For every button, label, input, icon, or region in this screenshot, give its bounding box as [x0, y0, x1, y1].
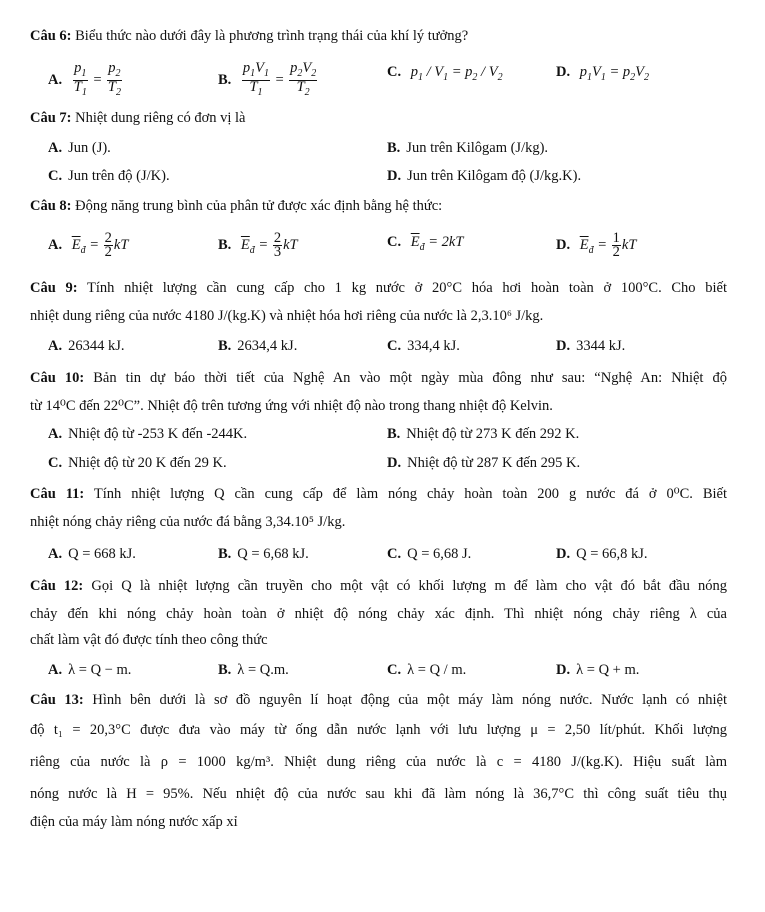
q7-option-c[interactable] [48, 166, 170, 186]
q11-option-d[interactable] [556, 544, 648, 564]
q12-text-2: chảy đến khi nóng chảy hoàn toàn ở nhiệt độ nóng chảy xác định. Thì nhiệt nóng chảy riêng λ của [30, 606, 727, 622]
q11-option-c-text: Q = 6,68 J. [407, 546, 472, 562]
q9-option-d[interactable] [556, 336, 625, 356]
q7-option-a[interactable] [48, 138, 111, 158]
q8-option-b-formula: $\overline{E}_đ$ = $\frac{2}{3}$ kT [240, 230, 298, 260]
q13-stem-line-4 [30, 784, 727, 804]
q11-stem-line-2 [30, 512, 727, 532]
q7-option-c-letter: C. [48, 168, 63, 184]
q8-text: Động năng trung bình của phân tử được xác định bằng hệ thức: [75, 198, 443, 214]
q9-option-a[interactable] [48, 336, 125, 356]
q6-option-b[interactable] [218, 62, 318, 99]
q7-label: Câu 7: [30, 110, 72, 126]
q7-stem [30, 108, 727, 128]
q7-option-b-letter: B. [387, 140, 401, 156]
q13-label: Câu 13: [30, 692, 84, 708]
q10-option-a-text: Nhiệt độ từ -253 K đến -244K. [68, 426, 248, 442]
q12-option-a-letter: A. [48, 662, 63, 678]
q12-option-d-letter: D. [556, 662, 571, 678]
q13-stem-line-5 [30, 812, 727, 832]
q9-option-a-text: 26344 kJ. [68, 338, 125, 354]
q10-option-a-letter: A. [48, 426, 63, 442]
q9-text-1: Tính nhiệt lượng cần cung cấp cho 1 kg nước ở 20°C hóa hơi hoàn toàn ở 100°C. Cho biết [87, 280, 727, 296]
q12-option-d-text: λ = Q + m. [576, 662, 640, 678]
q12-option-a-text: λ = Q − m. [68, 662, 132, 678]
q11-option-d-letter: D. [556, 546, 571, 562]
q10-option-d-letter: D. [387, 455, 402, 471]
q11-option-a-letter: A. [48, 546, 63, 562]
q12-option-c-letter: C. [387, 662, 402, 678]
q9-option-d-letter: D. [556, 338, 571, 354]
q7-text: Nhiệt dung riêng có đơn vị là [75, 110, 246, 126]
q11-option-b-letter: B. [218, 546, 232, 562]
q9-stem-line-2 [30, 306, 727, 326]
q10-text-2: từ 14⁰C đến 22⁰C”. Nhiệt độ trên tương ứng với nhiệt độ nào trong thang nhiệt độ Kelvin. [30, 398, 553, 414]
q12-option-b-letter: B. [218, 662, 232, 678]
q6-option-c[interactable] [387, 62, 503, 88]
q9-option-d-text: 3344 kJ. [576, 338, 626, 354]
q6-label: Câu 6: [30, 28, 72, 44]
q8-option-d[interactable] [556, 232, 636, 261]
q6-stem [30, 26, 727, 46]
q8-stem [30, 196, 727, 216]
q6-option-a-letter: A. [48, 71, 63, 88]
q6-option-d-letter: D. [556, 64, 571, 80]
q11-text-1: Tính nhiệt lượng Q cần cung cấp để làm nóng chảy hoàn toàn 200 g nước đá ở 0⁰C. Biết [93, 486, 727, 502]
q6-option-d[interactable] [556, 62, 649, 88]
q11-option-b-text: Q = 6,68 kJ. [237, 546, 309, 562]
q7-option-d[interactable] [387, 166, 581, 186]
q11-text-2: nhiệt nóng chảy riêng của nước đá bằng 3,34.10⁵ J/kg. [30, 514, 346, 530]
q9-label: Câu 9: [30, 280, 78, 296]
q6-option-a[interactable] [48, 62, 123, 99]
q12-text-3: chất làm vật đó được tính theo công thức [30, 632, 268, 648]
q12-text-1: Gọi Q là nhiệt lượng cần truyền cho một vật có khối lượng m để làm cho vật đó bắt đầu nóng [91, 578, 727, 594]
q9-option-c-letter: C. [387, 338, 402, 354]
q12-option-a[interactable] [48, 660, 131, 680]
q10-option-c-text: Nhiệt độ từ 20 K đến 29 K. [68, 455, 227, 471]
q11-option-c-letter: C. [387, 546, 402, 562]
q6-option-d-formula: $p_1V_1 = p_2V_2$ [579, 64, 649, 83]
q8-option-d-letter: D. [556, 236, 571, 253]
q7-option-a-text: Jun (J). [68, 140, 111, 156]
q11-option-a-text: Q = 668 kJ. [68, 546, 136, 562]
q9-option-b-letter: B. [218, 338, 232, 354]
q10-label: Câu 10: [30, 370, 85, 386]
q12-option-b[interactable] [218, 660, 289, 680]
q11-option-a[interactable] [48, 544, 136, 564]
q7-option-d-text: Jun trên Kilôgam độ (J/kg.K). [407, 168, 582, 184]
q10-option-b-letter: B. [387, 426, 401, 442]
q10-option-c[interactable] [48, 453, 227, 473]
q9-option-a-letter: A. [48, 338, 63, 354]
q9-option-c-text: 334,4 kJ. [407, 338, 460, 354]
q13-text-3: riêng của nước là ρ = 1000 kg/m³. Nhiệt dung riêng của nước là c = 4180 J/(kg.K). Hiệu suất làm [30, 754, 727, 770]
q13-stem-line-2 [30, 720, 727, 740]
q7-option-b-text: Jun trên Kilôgam (J/kg). [406, 140, 549, 156]
q11-stem-line-1 [30, 484, 727, 504]
q13-text-1: Hình bên dưới là sơ đồ nguyên lí hoạt động của một máy làm nóng nước. Nước lạnh có nhiệt [92, 692, 728, 708]
q8-option-c-letter: C. [387, 234, 402, 250]
q10-option-d-text: Nhiệt độ từ 287 K đến 295 K. [407, 455, 581, 471]
q7-option-b[interactable] [387, 138, 548, 158]
q12-option-c-text: λ = Q / m. [407, 662, 467, 678]
q10-option-b[interactable] [387, 424, 579, 444]
q6-text: Biểu thức nào dưới đây là phương trình trạng thái của khí lý tưởng? [75, 28, 469, 44]
q8-option-a-letter: A. [48, 236, 63, 253]
q12-option-d[interactable] [556, 660, 639, 680]
q8-option-d-formula: $\overline{E}_đ$ = $\frac{1}{2}$ kT [579, 230, 637, 260]
q8-option-b-letter: B. [218, 236, 232, 253]
q7-option-a-letter: A. [48, 140, 63, 156]
q13-text-2: độ t₁ = 20,3°C được đưa vào máy từ ống dẫn nước lạnh với lưu lượng μ = 2,50 lít/phút. Khối lượng [30, 722, 727, 738]
q8-option-a[interactable] [48, 232, 128, 261]
q8-option-b[interactable] [218, 232, 298, 261]
q12-option-c[interactable] [387, 660, 466, 680]
q12-stem-line-3 [30, 630, 727, 650]
q12-stem-line-2 [30, 604, 727, 624]
q8-label: Câu 8: [30, 198, 72, 214]
q6-option-c-letter: C. [387, 64, 402, 80]
q10-option-d[interactable] [387, 453, 580, 473]
q6-option-b-formula: $\frac{p_1V_1}{T_1}$ = $\frac{p_2V_2}{T_2}$ [242, 60, 317, 98]
q12-label: Câu 12: [30, 578, 84, 594]
q9-stem-line-1 [30, 278, 727, 298]
q10-option-a[interactable] [48, 424, 247, 444]
q6-option-b-letter: B. [218, 71, 232, 88]
q11-option-d-text: Q = 66,8 kJ. [576, 546, 648, 562]
q13-text-5: điện của máy làm nóng nước xấp xỉ [30, 814, 238, 830]
q8-option-a-formula: $\overline{E}_đ$ = $\frac{2}{2}$ kT [71, 230, 129, 260]
q7-option-c-text: Jun trên độ (J/K). [68, 168, 170, 184]
q9-option-b-text: 2634,4 kJ. [237, 338, 298, 354]
q8-option-c-formula: $\overline{E}_đ = 2kT$ [410, 234, 464, 253]
q7-option-d-letter: D. [387, 168, 402, 184]
q10-option-c-letter: C. [48, 455, 63, 471]
q12-stem-line-1 [30, 576, 727, 596]
q6-option-c-formula: $p_1 / V_1 = p_2 / V_2$ [410, 64, 503, 83]
q6-option-a-formula: $\frac{p_1}{T_1}$ = $\frac{p_2}{T_2}$ [73, 60, 121, 98]
q9-option-c[interactable] [387, 336, 460, 356]
q8-option-c[interactable] [387, 232, 463, 258]
q13-text-4: nóng nước là H = 95%. Nếu nhiệt độ của nước sau khi đã làm nóng là 36,7°C thì công suất tiêu thụ [30, 786, 727, 802]
q9-option-b[interactable] [218, 336, 297, 356]
q11-option-c[interactable] [387, 544, 471, 564]
q10-text-1: Bản tin dự báo thời tiết của Nghệ An vào một ngày mùa đông như sau: “Nghệ An: Nhiệt độ [93, 370, 728, 386]
q11-label: Câu 11: [30, 486, 85, 502]
q12-option-b-text: λ = Q.m. [237, 662, 289, 678]
q10-stem-line-2 [30, 396, 727, 416]
q13-stem-line-1 [30, 690, 727, 710]
q10-stem-line-1 [30, 368, 727, 388]
q10-option-b-text: Nhiệt độ từ 273 K đến 292 K. [406, 426, 580, 442]
q13-stem-line-3 [30, 752, 727, 772]
q11-option-b[interactable] [218, 544, 309, 564]
q9-text-2: nhiệt dung riêng của nước 4180 J/(kg.K) và nhiệt hóa hơi riêng của nước là 2,3.10⁶ J/kg. [30, 308, 544, 324]
